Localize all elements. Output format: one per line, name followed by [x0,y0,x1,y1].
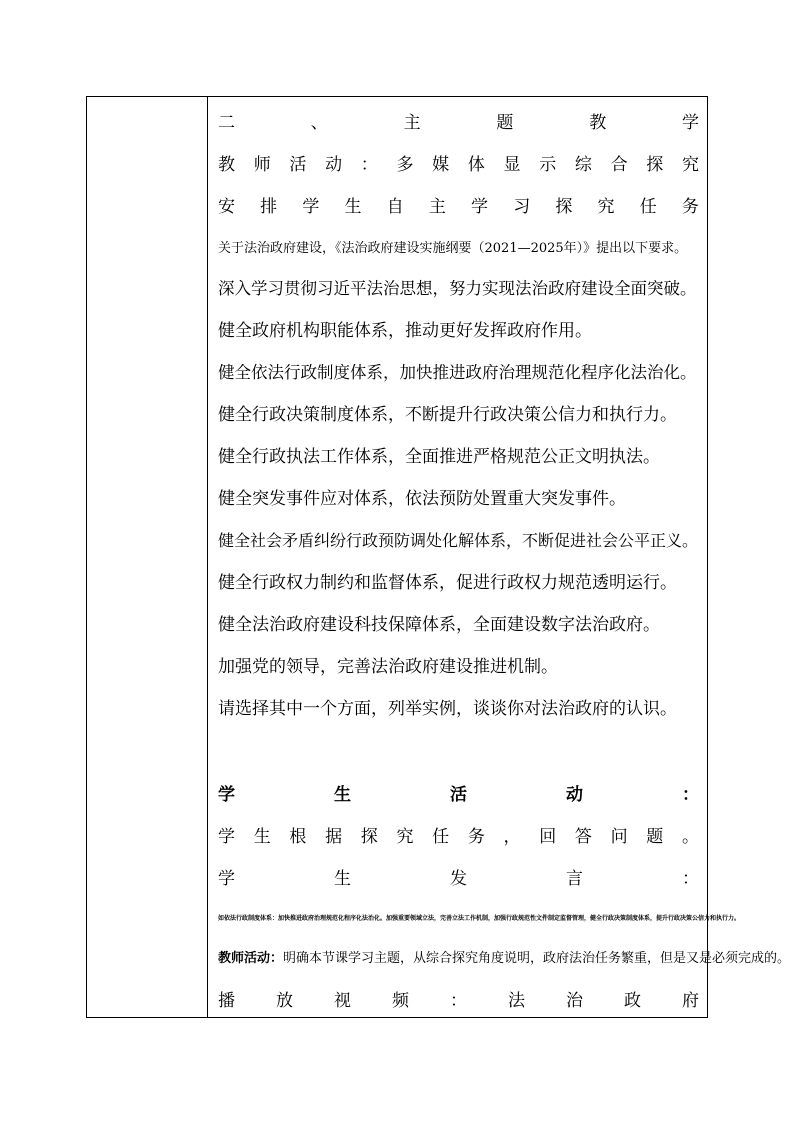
teacher-activity-text: 明确本节课学习主题，从综合探究角度说明，政府法治任务繁重，但是又是必须完成的。 [283,951,791,966]
glyph: 学 [471,197,489,217]
glyph: 学 [681,113,699,133]
glyph: 显 [503,155,521,175]
task-arrangement-line [218,195,699,219]
requirement-line: 健全行政执法工作体系，全面推进严格规范公正文明执法。 [218,447,660,467]
glyph: 视 [334,991,351,1011]
requirement-line: 健全行政权力制约和监督体系，促进行政权力规范透明运行。 [218,573,677,593]
section-heading [218,111,699,135]
glyph: ： [682,869,699,889]
glyph: 教 [589,113,607,133]
glyph: 多 [396,155,414,175]
glyph: 究 [681,155,699,175]
requirement-line: 健全依法行政制度体系，加快推进政府治理规范化程序化法治化。 [218,363,697,382]
glyph: 安 [218,197,235,217]
lesson-table [86,96,791,1018]
glyph: 。 [681,827,699,847]
glyph: 探 [646,155,664,175]
glyph: 究 [597,197,615,217]
glyph: ， [503,827,521,847]
glyph: 治 [566,991,583,1011]
glyph: 学 [302,197,320,217]
glyph: 发 [450,869,467,889]
glyph: 根 [289,827,307,847]
glyph: ： [450,991,467,1011]
glyph: 府 [682,991,699,1011]
glyph: 放 [276,991,293,1011]
glyph: 探 [555,197,573,217]
glyph: 排 [260,197,278,217]
requirement-line: 健全行政决策制度体系，不断提升行政决策公信力和执行力。 [218,405,677,425]
requirement-line: 加强党的领导，完善法治政府建设推进机制。 [218,657,558,677]
glyph: 频 [392,991,409,1011]
glyph: 据 [325,827,343,847]
glyph: 探 [360,827,378,847]
glyph: 政 [624,991,641,1011]
play-video-line [218,989,699,1013]
teacher-activity-summary [218,947,791,971]
glyph: 合 [610,155,628,175]
glyph: 问 [610,827,628,847]
glyph: 媒 [432,155,450,175]
glyph: 学 [218,827,235,847]
glyph: 究 [396,827,414,847]
glyph: 生 [344,197,362,217]
glyph: 务 [467,827,485,847]
question-line: 请选择其中一个方面，列举实例，谈谈你对法治政府的认识。 [218,699,677,719]
glyph: 学 [218,869,235,889]
requirement-line: 健全法治政府建设科技保障体系，全面建设数字法治政府。 [218,615,660,635]
glyph: 回 [539,827,557,847]
glyph: 题 [646,827,664,847]
glyph: 、 [310,113,328,133]
student-task-line [218,825,699,849]
student-speech-label [218,867,699,891]
glyph: 言 [566,869,583,889]
glyph: 生 [334,869,351,889]
requirement-line: 健全社会矛盾纠纷行政预防调处化解体系，不断促进社会公平正义。 [218,531,699,550]
glyph: 务 [681,197,699,217]
glyph: 活 [450,785,467,805]
student-activity-heading [218,783,699,807]
glyph: 自 [386,197,404,217]
glyph: 综 [574,155,592,175]
glyph: 师 [253,155,271,175]
glyph: 动 [566,785,583,805]
requirement-line: 健全突发事件应对体系，依法预防处置重大突发事件。 [218,489,626,509]
glyph: 活 [289,155,307,175]
glyph: 任 [432,827,450,847]
teacher-activity-line [218,153,699,177]
glyph: 主 [428,197,446,217]
glyph: 题 [496,113,514,133]
requirement-line: 深入学习贯彻习近平法治思想，努力实现法治政府建设全面突破。 [218,279,697,298]
glyph: 生 [334,785,351,805]
outline-intro-line: 关于法治政府建设，《法治政府建设实施纲要（2021—2025年）》提出以下要求。 [218,241,688,256]
glyph: 任 [639,197,657,217]
glyph: 生 [253,827,271,847]
teacher-activity-label: 教师活动： [218,951,284,966]
glyph: 播 [218,991,235,1011]
glyph: 示 [539,155,557,175]
glyph: 体 [467,155,485,175]
glyph: 动 [325,155,343,175]
glyph: ： [682,785,699,805]
glyph: 答 [574,827,592,847]
glyph: ： [360,155,378,175]
glyph: 学 [218,785,235,805]
glyph: 习 [513,197,531,217]
glyph: 法 [508,991,525,1011]
glyph: 二 [218,113,235,133]
requirement-line: 健全政府机构职能体系，推动更好发挥政府作用。 [218,321,592,341]
glyph: 主 [403,113,421,133]
table-right-cell [208,97,791,1017]
glyph: 教 [218,155,235,175]
table-left-cell [87,97,208,1017]
student-speech-text: 如依法行政制度体系：加快推进政府治理规范化程序化法治化。加强重要领域立法，完善立法工作机制，加强行政规范性文件制定监督管理，健全行政决策制度体系，提升行政决策公信力和执行力。 [218,915,741,922]
